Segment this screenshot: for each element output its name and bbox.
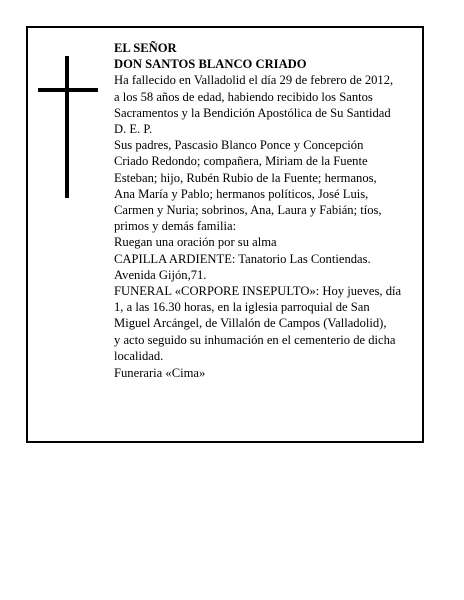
chapel-info: CAPILLA ARDIENTE: Tanatorio Las Contiendas. Avenida Gijón,71.	[114, 251, 371, 282]
obituary-notice	[26, 26, 424, 443]
funeral-home: Funeraria «Cima»	[114, 366, 206, 381]
cross-horizontal-bar	[38, 88, 98, 92]
funeral-info: FUNERAL «CORPORE INSEPULTO»: Hoy jueves, día 1, a las 16.30 horas, en la iglesia parroquial de San Miguel Arcángel, de Villalón de Campos (Valladolid), y acto seguido su inhumación en el cementerio de dicha localidad.	[114, 284, 402, 363]
obituary-text	[114, 40, 424, 381]
prayer-request: Ruegan una oración por su alma	[114, 235, 277, 250]
cross-vertical-bar	[65, 56, 69, 198]
cross-icon	[38, 56, 98, 198]
deceased-name: DON SANTOS BLANCO CRIADO	[114, 57, 307, 72]
family-list: Sus padres, Pascasio Blanco Ponce y Concepción Criado Redondo; compañera, Miriam de la Fuente Esteban; hijo, Rubén Rubio de la Fuente; hermanos, Ana María y Pablo; hermanos políticos, José Luis, Carmen y Nuria; sobrinos, Ana, Laura y Fabián; tíos, primos y demás familia:	[114, 138, 382, 234]
title-line-1: EL SEÑOR	[114, 41, 177, 55]
death-announcement: Ha fallecido en Valladolid el día 29 de febrero de 2012, a los 58 años de edad, habiendo recibido los Santos Sacramentos y la Bendición Apostólica de Su Santidad D. E. P.	[114, 73, 394, 137]
